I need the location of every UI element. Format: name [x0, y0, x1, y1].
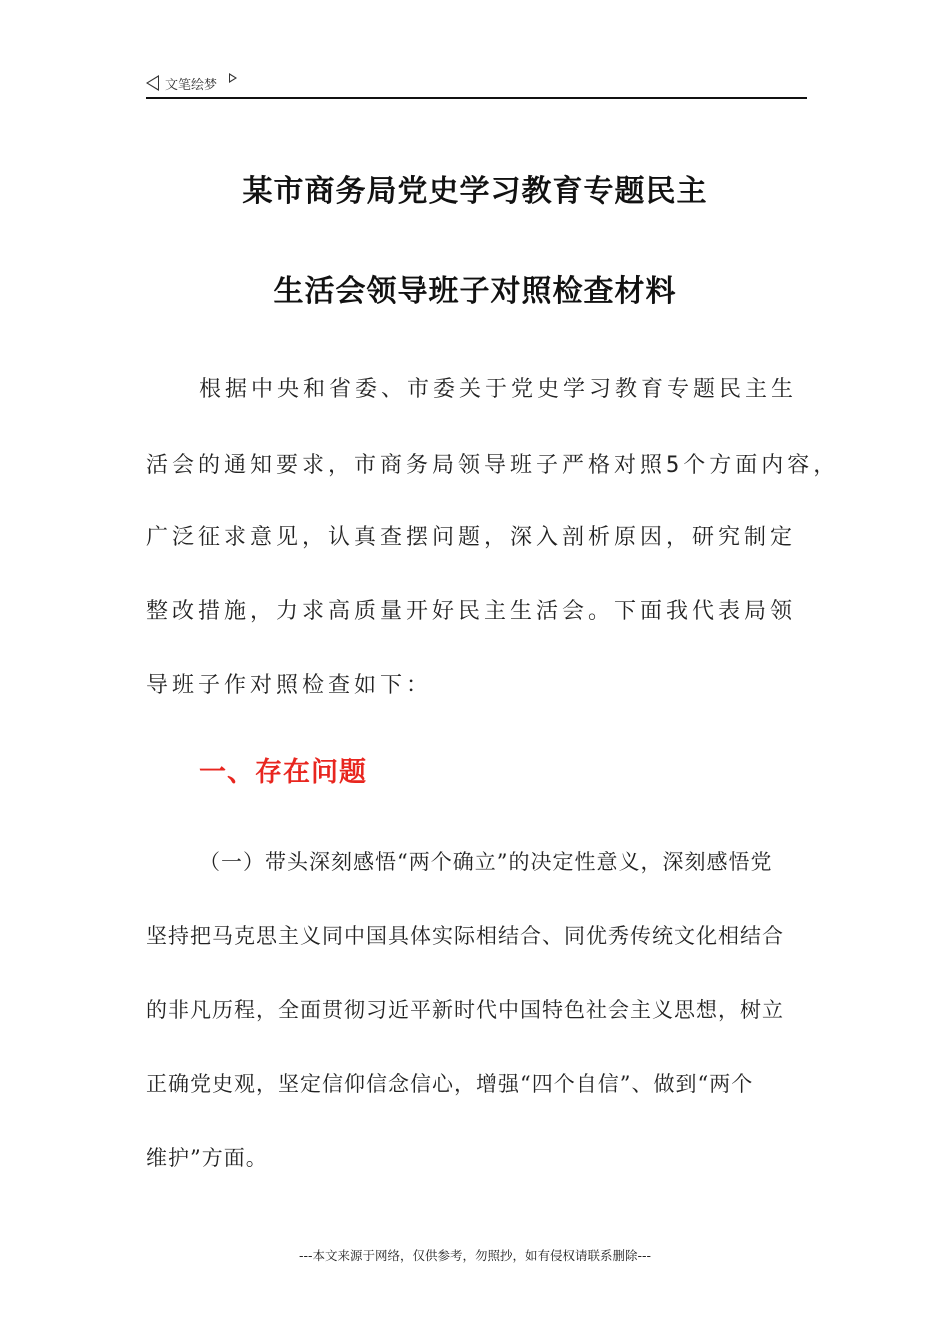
- page-header: [146, 70, 237, 96]
- section-heading: 一、存在问题: [199, 757, 367, 788]
- header-divider: [146, 97, 807, 99]
- footer-disclaimer: ---本文来源于网络，仅供参考，勿照抄，如有侵权请联系删除---: [298, 1248, 652, 1263]
- document-title-line-2: 生活会领导班子对照检查材料: [273, 274, 677, 309]
- section-line-5: 维护”方面。: [146, 1146, 268, 1170]
- section-line-2: 坚持把马克思主义同中国具体实际相结合、同优秀传统文化相结合: [146, 924, 784, 948]
- section-line-1: （一）带头深刻感悟“两个确立”的决定性意义，深刻感悟党: [199, 850, 773, 874]
- right-triangle-icon: [229, 73, 237, 83]
- document-title-line-1: 某市商务局党史学习教育专题民主: [242, 174, 708, 209]
- left-triangle-icon: [146, 75, 159, 91]
- intro-line-5: 导班子作对照检查如下：: [146, 673, 433, 698]
- intro-line-1: 根据中央和省委、市委关于党史学习教育专题民主生: [199, 377, 798, 402]
- intro-line-2: 活会的通知要求，市商务局领导班子严格对照5个方面内容，: [146, 453, 840, 478]
- intro-line-4: 整改措施，力求高质量开好民主生活会。下面我代表局领: [146, 599, 797, 624]
- section-line-4: 正确党史观，坚定信仰信念信心，增强“四个自信”、做到“两个: [146, 1072, 754, 1096]
- section-line-3: 的非凡历程，全面贯彻习近平新时代中国特色社会主义思想，树立: [146, 998, 784, 1022]
- header-label: 文笔绘梦: [165, 77, 218, 93]
- intro-line-3: 广泛征求意见，认真查摆问题，深入剖析原因，研究制定: [146, 525, 797, 550]
